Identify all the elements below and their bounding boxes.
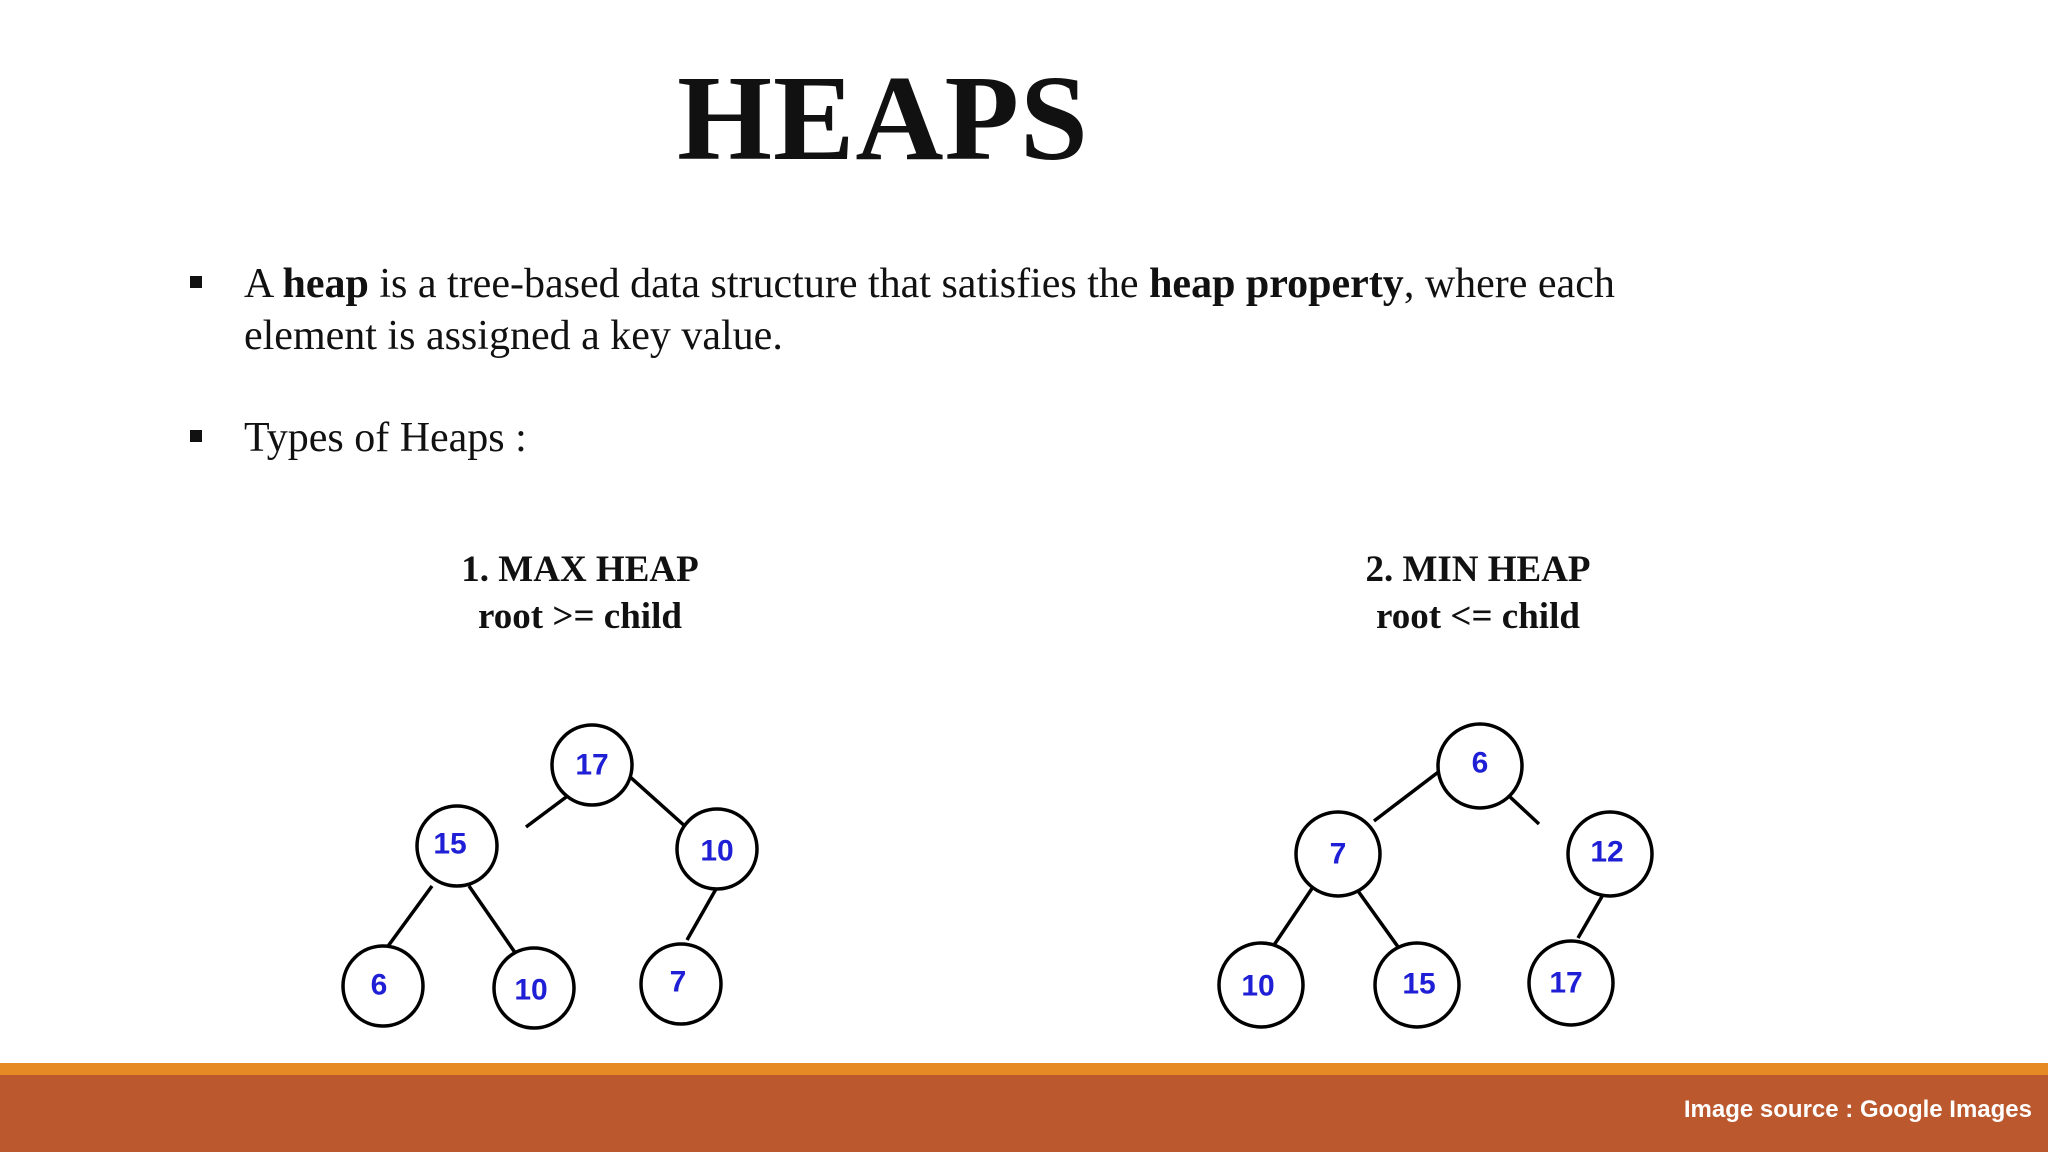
- tree-node-right: [677, 809, 757, 889]
- footer-accent-stripe: [0, 1063, 2048, 1075]
- node-value: 12: [1590, 835, 1624, 869]
- bullet-text: Types of Heaps :: [244, 415, 527, 461]
- node-value: 10: [1241, 969, 1275, 1003]
- bullet-list: [190, 258, 1690, 514]
- node-value: 6: [1471, 746, 1489, 780]
- text-run: , where each element is assigned a key value.: [244, 261, 1615, 359]
- min-heap-tree-diagram: [1178, 676, 1778, 1056]
- image-source-credit: Image source : Google Images: [1683, 1096, 2032, 1123]
- min-heap-rule: root <= child: [1376, 596, 1580, 637]
- max-heap-rule: root >= child: [478, 596, 682, 637]
- tree-edge: [1374, 770, 1441, 821]
- tree-node-right-left: [641, 944, 721, 1024]
- node-value: 7: [1329, 837, 1347, 871]
- max-heap-section: [280, 546, 880, 1007]
- bullet-types-of-heaps: [190, 412, 1690, 464]
- tree-node-root: [1438, 724, 1522, 808]
- text-run: A: [244, 261, 283, 307]
- square-bullet-icon: [190, 276, 202, 288]
- max-heap-tree-diagram: [280, 676, 880, 1056]
- node-value: 6: [370, 968, 388, 1002]
- tree-node-left: [417, 806, 497, 886]
- tree-node-root: [552, 725, 632, 805]
- node-value: 15: [1402, 967, 1436, 1001]
- node-value: 17: [1549, 966, 1583, 1000]
- tree-node-right: [1568, 812, 1652, 896]
- bullet-text: [244, 258, 1690, 362]
- tree-node-left-left: [343, 946, 423, 1026]
- tree-edge: [687, 889, 716, 940]
- tree-node-left-right: [494, 948, 574, 1028]
- node-value: 15: [433, 827, 467, 861]
- min-heap-heading: 2. MIN HEAP: [1365, 549, 1591, 590]
- square-bullet-icon: [190, 430, 202, 442]
- text-run: is a tree-based data structure that satisfies the: [368, 261, 1150, 307]
- bullet-heap-definition: [190, 258, 1690, 362]
- tree-edge: [629, 776, 687, 828]
- tree-edge: [1353, 884, 1401, 951]
- node-value: 10: [700, 834, 734, 868]
- node-value: 10: [514, 973, 548, 1007]
- tree-edge: [383, 886, 432, 953]
- max-heap-heading: 1. MAX HEAP: [461, 549, 699, 590]
- bold-term-heap-property: heap property: [1149, 261, 1404, 307]
- tree-edge: [1270, 884, 1315, 951]
- node-value: 17: [575, 748, 609, 782]
- tree-node-left-right: [1375, 943, 1459, 1027]
- tree-node-left: [1296, 812, 1380, 896]
- bold-term-heap: heap: [282, 261, 369, 307]
- tree-node-left-left: [1219, 943, 1303, 1027]
- node-value: 7: [669, 965, 687, 999]
- slide-title: HEAPS: [677, 51, 1089, 186]
- tree-node-right-left: [1529, 941, 1613, 1025]
- min-heap-section: [1178, 546, 1778, 1003]
- tree-edge: [469, 886, 516, 954]
